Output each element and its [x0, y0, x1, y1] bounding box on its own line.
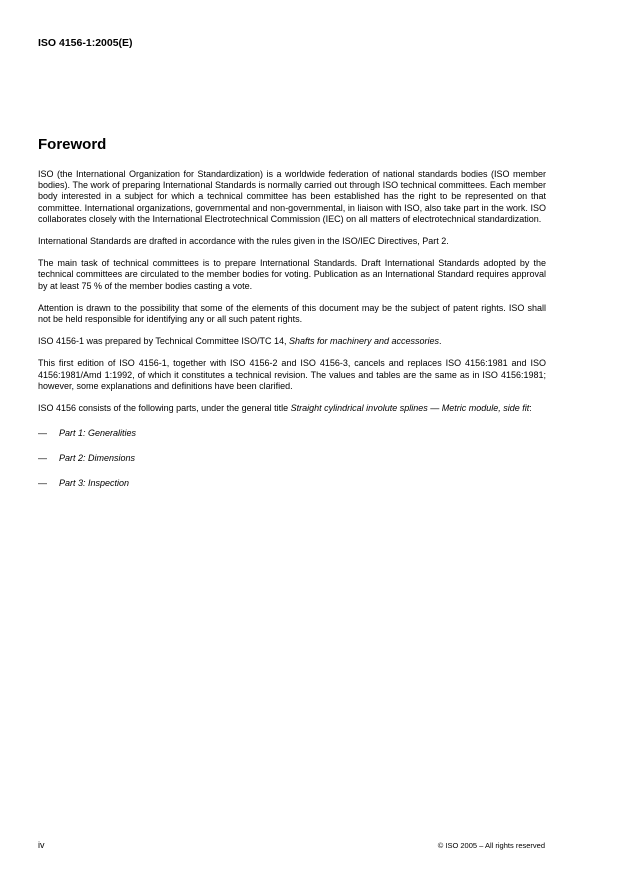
- dash-bullet: —: [38, 453, 47, 464]
- list-item: [38, 453, 546, 464]
- paragraph-prepared-by: [38, 336, 546, 347]
- part-label: Part 3: Inspection: [59, 478, 130, 489]
- prepared-by-end: .: [439, 336, 442, 347]
- parts-intro-end: :: [529, 403, 532, 414]
- general-title: Straight cylindrical involute splines — Metric module, side fit: [290, 403, 530, 414]
- committee-title: Shafts for machinery and accessories: [288, 336, 440, 347]
- paragraph-drafting-rules: International Standards are drafted in accordance with the rules given in the ISO/IEC Directives, Part 2.: [38, 236, 449, 247]
- prepared-by-text: ISO 4156-1 was prepared by Technical Committee ISO/TC 14,: [38, 336, 289, 347]
- parts-list: [38, 428, 546, 489]
- copyright-notice: © ISO 2005 – All rights reserved: [437, 841, 545, 850]
- part-label: Part 1: Generalities: [59, 428, 137, 439]
- dash-bullet: —: [38, 428, 47, 439]
- part-label: Part 2: Dimensions: [59, 453, 136, 464]
- paragraph-edition: This first edition of ISO 4156-1, together with ISO 4156-2 and ISO 4156-3, cancels and replaces ISO 4156:1981 and ISO 4156:1981/Amd 1:1992, of which it constitutes a technical revision. The values and tables are the same as in ISO 4156:1981; however, some explanations and definitions have been clarified.: [38, 358, 546, 391]
- paragraph-iso-description: ISO (the International Organization for Standardization) is a worldwide federation of national standards bodies (ISO member bodies). The work of preparing International Standards is normally carried out through ISO technical committees. Each member body interested in a subject for which a technical committee has been established has the right to be represented on that committee. International organizations, governmental and non-governmental, in liaison with ISO, also take part in the work. ISO collaborates closely with the International Electrotechnical Commission (IEC) on all matters of electrotechnical standardization.: [38, 169, 546, 224]
- list-item: [38, 478, 546, 489]
- parts-intro-text: ISO 4156 consists of the following parts, under the general title: [38, 403, 291, 414]
- list-item: [38, 428, 546, 439]
- page-title: Foreword: [38, 136, 107, 153]
- paragraph-committee-task: The main task of technical committees is to prepare International Standards. Draft International Standards adopted by the technical committees are circulated to the member bodies for voting. Publication as an International Standard requires approval by at least 75 % of the member bodies casting a vote.: [38, 258, 546, 291]
- dash-bullet: —: [38, 478, 47, 489]
- foreword-body: [38, 169, 546, 503]
- paragraph-parts-intro: [38, 403, 546, 414]
- page-number: iv: [38, 840, 45, 850]
- page-header-doc-id: ISO 4156-1:2005(E): [38, 37, 133, 49]
- paragraph-patent-rights: Attention is drawn to the possibility that some of the elements of this document may be the subject of patent rights. ISO shall not be held responsible for identifying any or all such patent rights.: [38, 302, 546, 325]
